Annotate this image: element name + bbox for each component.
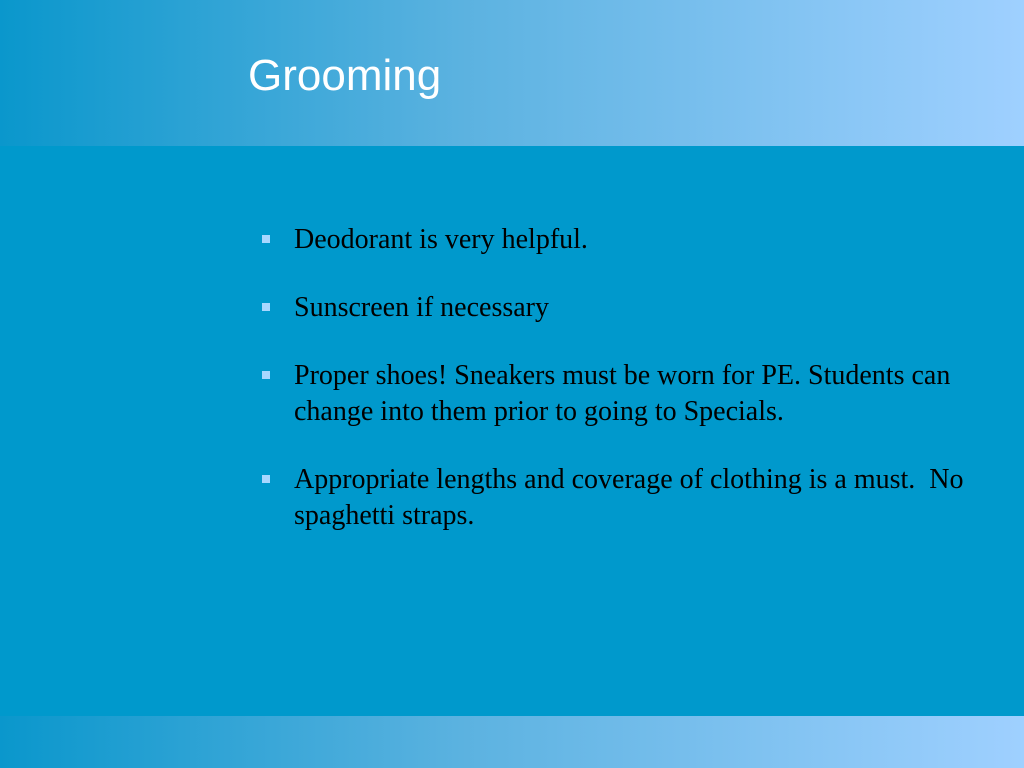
square-bullet-icon — [262, 475, 270, 483]
list-item — [258, 462, 978, 534]
title-band — [0, 0, 1024, 146]
square-bullet-icon — [262, 371, 270, 379]
list-item — [258, 290, 978, 326]
bullet-text: Sunscreen if necessary — [294, 292, 550, 323]
slide-title: Grooming — [248, 51, 442, 100]
square-bullet-icon — [262, 235, 270, 243]
bullet-text: Deodorant is very helpful. — [294, 224, 588, 255]
bullet-text: Proper shoes! Sneakers must be worn for PE. Students can change into them prior to going to Specials. — [294, 360, 958, 427]
list-item — [258, 358, 978, 430]
bottom-band — [0, 716, 1024, 768]
bullet-text: Appropriate lengths and coverage of clothing is a must. No spaghetti straps. — [294, 464, 971, 531]
bullet-list — [258, 222, 978, 534]
square-bullet-icon — [262, 303, 270, 311]
list-item — [258, 222, 978, 258]
